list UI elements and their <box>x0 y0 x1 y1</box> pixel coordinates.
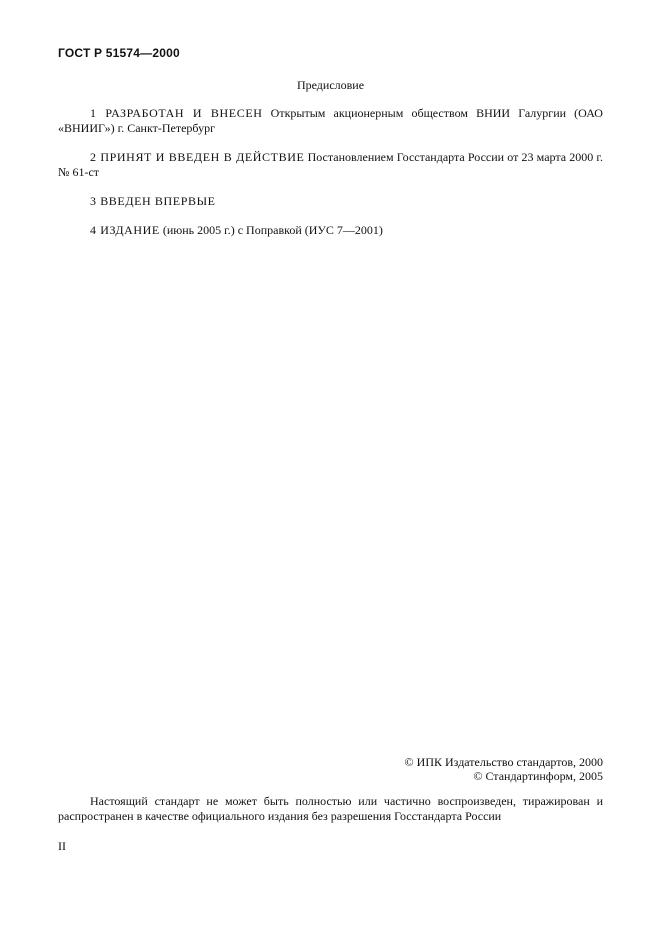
preface-item-4-text: (июнь 2005 г.) с Поправкой (ИУС 7—2001) <box>159 223 383 237</box>
preface-item-1-lead: 1 РАЗРАБОТАН И ВНЕСЕН <box>90 106 263 120</box>
preface-item-1 <box>58 106 603 136</box>
preface-item-2 <box>58 150 603 180</box>
reproduction-notice: Настоящий стандарт не может быть полностью или частично воспроизведен, тиражирован и распространен в качестве официального издания без разрешения Госстандарта России <box>58 794 603 823</box>
page-number: II <box>58 839 66 853</box>
preface-body <box>58 106 603 252</box>
copyright-block <box>405 755 603 783</box>
preface-item-3 <box>58 194 603 209</box>
preface-item-2-text: Постановлением Госстандарта России от 23 марта 2000 г. № 61-ст <box>58 150 603 179</box>
document-code: ГОСТ Р 51574—2000 <box>58 46 180 60</box>
preface-item-4 <box>58 223 603 238</box>
preface-title: Предисловие <box>296 78 365 92</box>
preface-item-2-lead: 2 ПРИНЯТ И ВВЕДЕН В ДЕЙСТВИЕ <box>90 150 305 164</box>
preface-item-4-lead: 4 ИЗДАНИЕ <box>90 223 160 237</box>
preface-item-3-lead: 3 ВВЕДЕН ВПЕРВЫЕ <box>90 194 216 208</box>
copyright-line-2: © Стандартинформ, 2005 <box>473 769 603 783</box>
preface-item-1-text: Открытым акционерным обществом ВНИИ Галургии (ОАО «ВНИИГ») г. Санкт-Петербург <box>58 106 603 135</box>
copyright-line-1: © ИПК Издательство стандартов, 2000 <box>404 755 603 769</box>
